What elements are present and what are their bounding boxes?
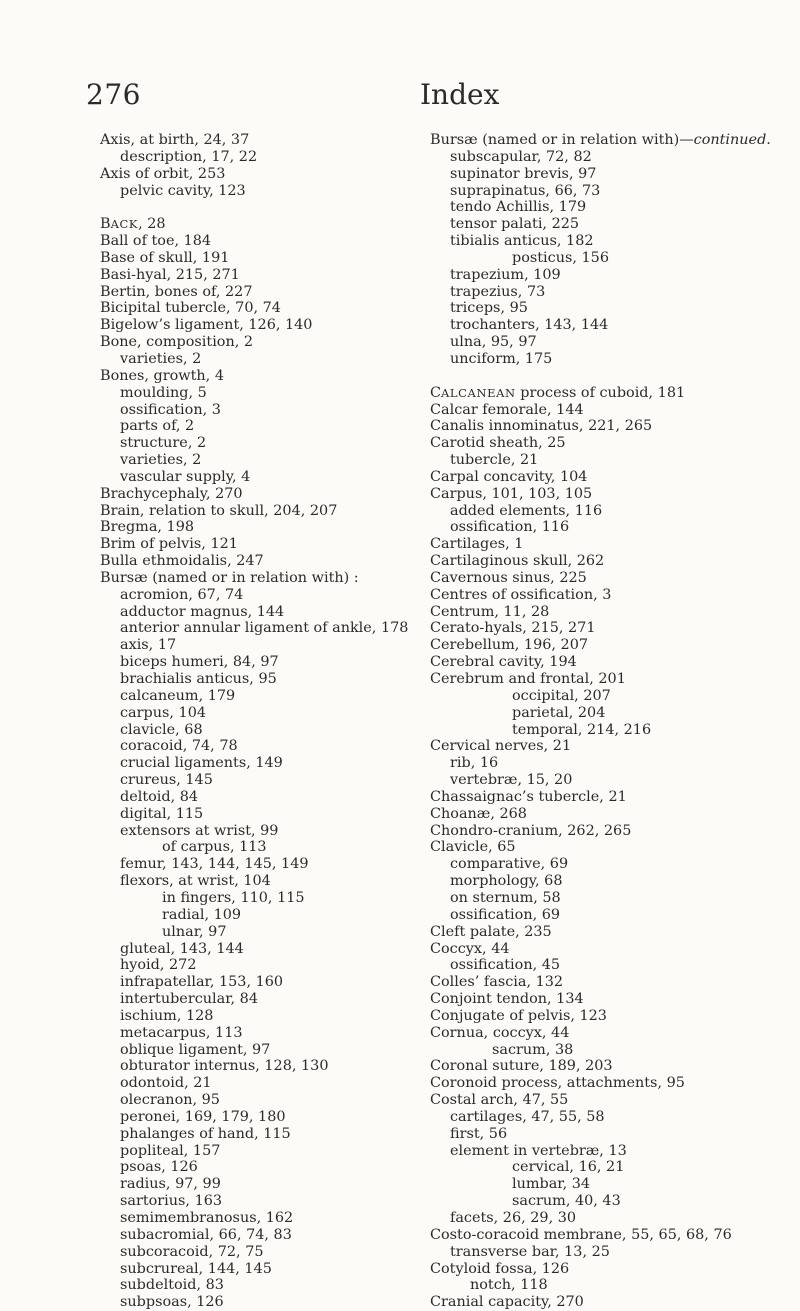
entry-text: Costo-coracoid membrane, 55, 65, 68, 76 (430, 1226, 732, 1243)
entry-text: comparative, 69 (450, 856, 569, 873)
index-subentry (430, 166, 785, 183)
entry-text: Calcar femorale, 144 (430, 401, 584, 418)
entry-text: ossification, 69 (450, 906, 561, 923)
entry-text: carpus, 104 (120, 704, 206, 721)
entry-text: femur, 143, 144, 145, 149 (120, 856, 309, 873)
index-subentry (100, 469, 420, 486)
index-subentry (100, 1193, 420, 1210)
index-subentry (430, 1244, 785, 1261)
index-column-right (430, 132, 785, 1311)
index-subentry (100, 839, 420, 856)
index-subentry (100, 722, 420, 739)
entry-text: Cranial capacity, 270 (430, 1294, 584, 1311)
entry-text: Centres of ossification, 3 (430, 586, 612, 603)
entry-text: olecranon, 95 (120, 1092, 220, 1109)
entry-text: Base of skull, 191 (100, 249, 230, 266)
entry-text: triceps, 95 (450, 300, 528, 317)
entry-text: Cerato-hyals, 215, 271 (430, 620, 596, 637)
index-entry (430, 806, 785, 823)
index-entry (100, 284, 420, 301)
entry-text: lumbar, 34 (512, 1176, 591, 1193)
index-entry (430, 132, 785, 149)
entry-text: Brim of pelvis, 121 (100, 536, 238, 553)
index-subentry (100, 1058, 420, 1075)
index-entry (430, 385, 785, 402)
index-subentry (100, 873, 420, 890)
entry-text: of carpus, 113 (162, 839, 267, 856)
entry-text: phalanges of hand, 115 (120, 1125, 291, 1142)
index-entry (100, 233, 420, 250)
index-subentry (100, 435, 420, 452)
entry-text: Bertin, bones of, 227 (100, 283, 253, 300)
entry-text: tendo Achillis, 179 (450, 199, 587, 216)
index-subentry (430, 722, 785, 739)
index-subentry (100, 890, 420, 907)
index-subentry (100, 149, 420, 166)
entry-text: structure, 2 (120, 435, 207, 452)
index-subentry (430, 772, 785, 789)
entry-text: trapezium, 109 (450, 266, 561, 283)
entry-text: gluteal, 143, 144 (120, 940, 244, 957)
index-subentry (430, 890, 785, 907)
index-entry (430, 974, 785, 991)
entry-text: in fingers, 110, 115 (162, 889, 305, 906)
index-column-left (100, 132, 420, 1311)
entry-text: Colles’ fascia, 132 (430, 974, 564, 991)
index-entry (100, 250, 420, 267)
index-entry (430, 924, 785, 941)
section-initial: B (100, 216, 111, 233)
index-subentry (430, 216, 785, 233)
index-subentry (430, 233, 785, 250)
index-entry (100, 216, 420, 233)
entry-text: Bigelow’s ligament, 126, 140 (100, 317, 313, 334)
entry-text: supinator brevis, 97 (450, 165, 597, 182)
entry-text: subpsoas, 126 (120, 1294, 224, 1311)
entry-text: Cartilages, 1 (430, 536, 524, 553)
index-subentry (430, 1143, 785, 1160)
index-entry (430, 789, 785, 806)
entry-text: parietal, 204 (512, 704, 606, 721)
index-subentry (100, 1109, 420, 1126)
index-subentry (430, 519, 785, 536)
index-entry (100, 553, 420, 570)
index-subentry (430, 1210, 785, 1227)
index-subentry (430, 1193, 785, 1210)
entry-text: radial, 109 (162, 906, 242, 923)
index-subentry (430, 873, 785, 890)
index-subentry (430, 957, 785, 974)
index-subentry (100, 806, 420, 823)
index-entry (430, 839, 785, 856)
entry-text: cartilages, 47, 55, 58 (450, 1108, 605, 1125)
entry-text: Conjugate of pelvis, 123 (430, 1007, 607, 1024)
index-entry (100, 536, 420, 553)
entry-text: crucial ligaments, 149 (120, 755, 283, 772)
entry-text: metacarpus, 113 (120, 1024, 243, 1041)
entry-text: added elements, 116 (450, 502, 603, 519)
index-subentry (100, 183, 420, 200)
entry-text: calcaneum, 179 (120, 687, 236, 704)
index-subentry (100, 1244, 420, 1261)
index-subentry (100, 620, 420, 637)
index-subentry (100, 351, 420, 368)
index-subentry (100, 772, 420, 789)
index-subentry (430, 705, 785, 722)
index-entry (430, 402, 785, 419)
entry-text: Cerebellum, 196, 207 (430, 637, 589, 654)
entry-text: Canalis innominatus, 221, 265 (430, 418, 653, 435)
entry-text: description, 17, 22 (120, 148, 258, 165)
entry-text: extensors at wrist, 99 (120, 822, 279, 839)
entry-text: odontoid, 21 (120, 1075, 212, 1092)
index-subentry (100, 1261, 420, 1278)
index-entry (100, 334, 420, 351)
entry-text: notch, 118 (470, 1277, 548, 1294)
index-entry (100, 368, 420, 385)
index-subentry (430, 1159, 785, 1176)
entry-text: sacrum, 38 (492, 1041, 574, 1058)
entry-text: obturator internus, 128, 130 (120, 1058, 329, 1075)
index-entry (430, 1227, 785, 1244)
entry-text: first, 56 (450, 1125, 508, 1142)
entry-text: flexors, at wrist, 104 (120, 873, 271, 890)
index-subentry (100, 941, 420, 958)
index-entry (100, 300, 420, 317)
entry-text: Carpus, 101, 103, 105 (430, 485, 593, 502)
index-subentry (430, 1109, 785, 1126)
entry-text: radius, 97, 99 (120, 1176, 221, 1193)
entry-text: varieties, 2 (120, 452, 202, 469)
index-subentry (430, 1042, 785, 1059)
entry-text: Cotyloid fossa, 126 (430, 1260, 570, 1277)
index-entry (430, 1261, 785, 1278)
index-subentry (100, 755, 420, 772)
index-entry (430, 1075, 785, 1092)
entry-text: coracoid, 74, 78 (120, 738, 238, 755)
index-subentry (430, 856, 785, 873)
index-entry (430, 823, 785, 840)
entry-text: posticus, 156 (512, 249, 609, 266)
entry-text: oblique ligament, 97 (120, 1041, 271, 1058)
entry-text: vertebræ, 15, 20 (450, 772, 573, 789)
entry-text: adductor magnus, 144 (120, 603, 285, 620)
entry-text: axis, 17 (120, 637, 177, 654)
index-entry (430, 435, 785, 452)
index-subentry (100, 1008, 420, 1025)
index-entry (100, 519, 420, 536)
index-subentry (100, 856, 420, 873)
entry-text: ossification, 116 (450, 519, 570, 536)
index-entry (100, 503, 420, 520)
entry-text: Cornua, coccyx, 44 (430, 1024, 570, 1041)
entry-text: suprapinatus, 66, 73 (450, 182, 601, 199)
entry-text: Axis, at birth, 24, 37 (100, 132, 250, 148)
index-subentry (430, 300, 785, 317)
entry-text: varieties, 2 (120, 350, 202, 367)
entry-text: , 28 (138, 216, 166, 233)
index-subentry (100, 1210, 420, 1227)
index-entry (100, 317, 420, 334)
index-entry (430, 1025, 785, 1042)
page-header (0, 78, 800, 118)
entry-text: subscapular, 72, 82 (450, 148, 592, 165)
entry-text: tensor palati, 225 (450, 216, 580, 233)
entry-text: tubercle, 21 (450, 452, 539, 469)
index-entry (430, 620, 785, 637)
index-entry (100, 486, 420, 503)
index-subentry (100, 1277, 420, 1294)
index-subentry (100, 907, 420, 924)
index-subentry (100, 1025, 420, 1042)
entry-text: Bones, growth, 4 (100, 367, 224, 384)
index-entry (430, 587, 785, 604)
entry-text: sartorius, 163 (120, 1193, 223, 1210)
index-entry (100, 570, 420, 587)
entry-text: Bone, composition, 2 (100, 334, 254, 351)
index-subentry (430, 1176, 785, 1193)
index-subentry (100, 587, 420, 604)
index-entry (430, 1092, 785, 1109)
index-subentry (100, 604, 420, 621)
index-subentry (100, 738, 420, 755)
entry-text: Chondro-cranium, 262, 265 (430, 822, 632, 839)
index-subentry (100, 418, 420, 435)
index-subentry (100, 637, 420, 654)
entry-text: temporal, 214, 216 (512, 721, 652, 738)
index-subentry (100, 1092, 420, 1109)
index-entry (430, 469, 785, 486)
index-subentry (430, 183, 785, 200)
entry-text: trochanters, 143, 144 (450, 317, 609, 334)
entry-text: transverse bar, 13, 25 (450, 1243, 610, 1260)
index-entry (430, 604, 785, 621)
entry-text: Brain, relation to skull, 204, 207 (100, 502, 338, 519)
index-subentry (430, 199, 785, 216)
index-subentry (430, 334, 785, 351)
section-gap (100, 199, 420, 216)
index-subentry (100, 705, 420, 722)
entry-text: Coronoid process, attachments, 95 (430, 1075, 685, 1092)
entry-text: subcoracoid, 72, 75 (120, 1243, 264, 1260)
index-subentry (430, 250, 785, 267)
section-initial: C (430, 384, 442, 401)
entry-text: cervical, 16, 21 (512, 1159, 625, 1176)
entry-text: intertubercular, 84 (120, 991, 258, 1008)
index-entry (430, 991, 785, 1008)
index-entry (430, 570, 785, 587)
entry-text: Bicipital tubercle, 70, 74 (100, 300, 281, 317)
index-entry (100, 132, 420, 149)
index-subentry (100, 1294, 420, 1311)
entry-text: Brachycephaly, 270 (100, 485, 243, 502)
entry-text: Clavicle, 65 (430, 839, 516, 856)
index-subentry (100, 1176, 420, 1193)
index-entry (430, 1008, 785, 1025)
entry-text: psoas, 126 (120, 1159, 198, 1176)
entry-text: Cerebrum and frontal, 201 (430, 671, 626, 687)
page-title: Index (420, 78, 500, 111)
entry-text: process of cuboid, 181 (515, 384, 686, 401)
entry-text: Bursæ (named or in relation with)— (430, 132, 694, 148)
entry-text: semimembranosus, 162 (120, 1210, 294, 1226)
index-subentry (430, 688, 785, 705)
entry-text: Bursæ (named or in relation with) : (100, 569, 359, 586)
entry-text: ossification, 45 (450, 957, 561, 974)
entry-text: Choanæ, 268 (430, 805, 527, 822)
index-subentry (430, 1126, 785, 1143)
entry-text: Carpal concavity, 104 (430, 468, 588, 485)
index-subentry (100, 974, 420, 991)
entry-text: Cartilaginous skull, 262 (430, 553, 605, 570)
entry-text: Chassaignac’s tubercle, 21 (430, 788, 627, 805)
entry-text: Centrum, 11, 28 (430, 603, 550, 620)
entry-text: trapezius, 73 (450, 283, 546, 300)
index-entry (430, 738, 785, 755)
index-entry (430, 1058, 785, 1075)
index-subentry (100, 671, 420, 688)
index-subentry (100, 385, 420, 402)
index-subentry (100, 823, 420, 840)
index-subentry (100, 688, 420, 705)
entry-text: ischium, 128 (120, 1007, 214, 1024)
entry-text: tibialis anticus, 182 (450, 233, 594, 250)
index-subentry (430, 267, 785, 284)
entry-text: Cleft palate, 235 (430, 923, 552, 940)
index-subentry (430, 503, 785, 520)
index-subentry (100, 924, 420, 941)
entry-text: Cavernous sinus, 225 (430, 569, 587, 586)
entry-text: peronei, 169, 179, 180 (120, 1108, 286, 1125)
index-subentry (100, 1159, 420, 1176)
entry-text: Ball of toe, 184 (100, 233, 212, 250)
index-subentry (100, 452, 420, 469)
index-subentry (100, 991, 420, 1008)
index-subentry (430, 907, 785, 924)
index-subentry (100, 1143, 420, 1160)
entry-text: digital, 115 (120, 805, 204, 822)
page-number: 276 (86, 78, 141, 111)
entry-text: clavicle, 68 (120, 721, 203, 738)
index-subentry (100, 654, 420, 671)
index-subentry (430, 1277, 785, 1294)
entry-text: element in vertebræ, 13 (450, 1142, 627, 1159)
entry-text: facets, 26, 29, 30 (450, 1210, 577, 1226)
entry-text: morphology, 68 (450, 873, 563, 890)
entry-text: subacromial, 66, 74, 83 (120, 1226, 292, 1243)
entry-text: Basi-hyal, 215, 271 (100, 266, 240, 283)
entry-text: subcrureal, 144, 145 (120, 1260, 272, 1277)
index-entry (430, 941, 785, 958)
entry-text: infrapatellar, 153, 160 (120, 974, 284, 991)
entry-text: acromion, 67, 74 (120, 586, 244, 603)
index-entry (430, 1294, 785, 1311)
entry-text: Conjoint tendon, 134 (430, 991, 584, 1008)
entry-text: parts of, 2 (120, 418, 195, 435)
continued-label: continued. (693, 132, 771, 148)
index-entry (430, 486, 785, 503)
entry-text: brachialis anticus, 95 (120, 671, 277, 687)
entry-text: ossification, 3 (120, 401, 221, 418)
entry-text: on sternum, 58 (450, 889, 561, 906)
index-subentry (100, 1042, 420, 1059)
entry-text: vascular supply, 4 (120, 468, 251, 485)
entry-text: Coronal suture, 189, 203 (430, 1058, 613, 1075)
entry-text: deltoid, 84 (120, 788, 199, 805)
index-subentry (100, 957, 420, 974)
entry-text: Axis of orbit, 253 (100, 165, 226, 182)
index-subentry (430, 149, 785, 166)
index-entry (430, 553, 785, 570)
entry-text: biceps humeri, 84, 97 (120, 654, 279, 671)
index-subentry (100, 1227, 420, 1244)
index-entry (430, 637, 785, 654)
entry-text: Bregma, 198 (100, 519, 195, 536)
index-entry (100, 267, 420, 284)
entry-text: ulna, 95, 97 (450, 334, 537, 351)
index-subentry (430, 284, 785, 301)
index-subentry (100, 402, 420, 419)
entry-text: rib, 16 (450, 755, 499, 772)
entry-text: Cervical nerves, 21 (430, 738, 572, 755)
entry-text: crureus, 145 (120, 772, 213, 789)
index-entry (100, 166, 420, 183)
index-subentry (430, 452, 785, 469)
entry-text: Bulla ethmoidalis, 247 (100, 553, 264, 570)
index-subentry (430, 351, 785, 368)
entry-text: sacrum, 40, 43 (512, 1193, 621, 1210)
index-subentry (100, 789, 420, 806)
index-entry (430, 671, 785, 688)
entry-text: popliteal, 157 (120, 1142, 221, 1159)
section-gap (430, 368, 785, 385)
index-entry (430, 654, 785, 671)
entry-text: ulnar, 97 (162, 923, 227, 940)
entry-text: moulding, 5 (120, 384, 207, 401)
entry-text: occipital, 207 (512, 687, 611, 704)
entry-text: hyoid, 272 (120, 957, 197, 974)
index-entry (430, 418, 785, 435)
entry-text: anterior annular ligament of ankle, 178 (120, 620, 409, 637)
entry-text: pelvic cavity, 123 (120, 182, 246, 199)
section-smallcaps: ALCANEAN (441, 385, 516, 400)
entry-text: Costal arch, 47, 55 (430, 1092, 569, 1109)
index-subentry (430, 317, 785, 334)
entry-text: Cerebral cavity, 194 (430, 654, 577, 671)
entry-text: Carotid sheath, 25 (430, 435, 566, 452)
index-subentry (100, 1126, 420, 1143)
section-smallcaps: ACK (110, 217, 139, 232)
index-entry (430, 536, 785, 553)
index-subentry (430, 755, 785, 772)
index-subentry (100, 1075, 420, 1092)
entry-text: Coccyx, 44 (430, 940, 510, 957)
entry-text: unciform, 175 (450, 350, 553, 367)
entry-text: subdeltoid, 83 (120, 1277, 224, 1294)
